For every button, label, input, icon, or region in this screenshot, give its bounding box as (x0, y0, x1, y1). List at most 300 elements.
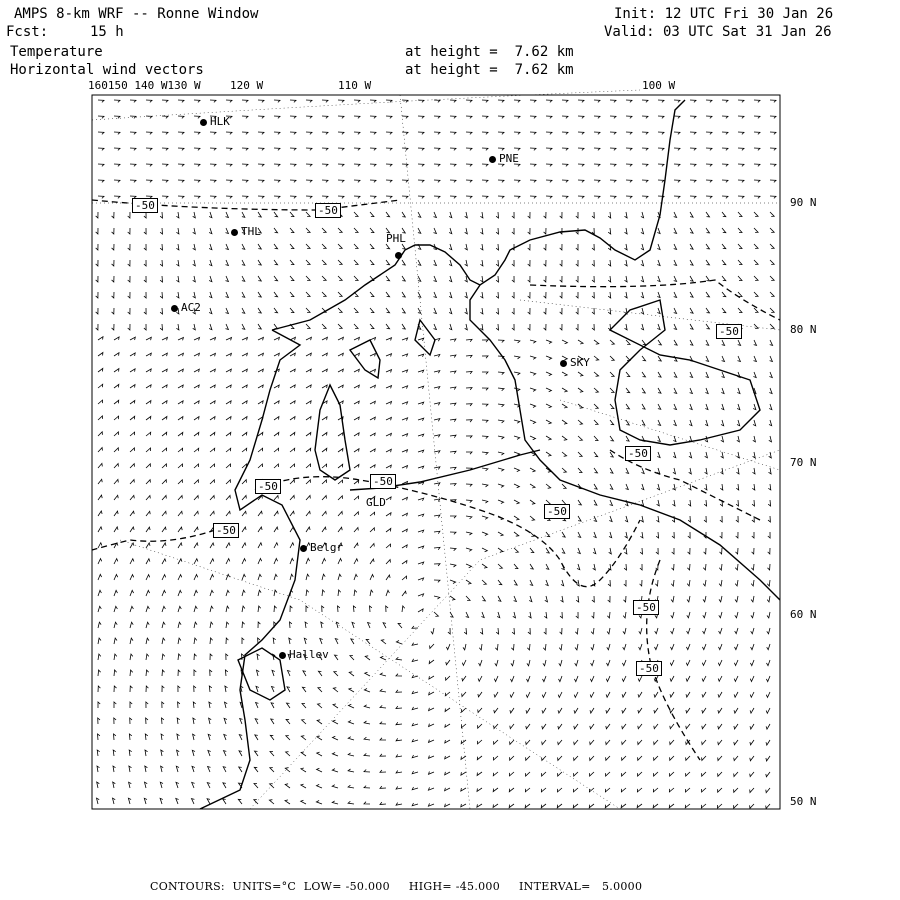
wind-barb (242, 480, 246, 484)
wind-barb (354, 401, 359, 404)
wind-barb (412, 723, 418, 726)
wind-barb (738, 356, 741, 362)
wind-barb (480, 628, 483, 634)
contour-label: -50 (255, 479, 281, 494)
wind-barb (380, 738, 386, 740)
wind-barb (640, 580, 642, 586)
wind-barb (386, 292, 390, 297)
wind-barb (386, 386, 392, 389)
wind-barb (562, 468, 566, 472)
wind-barb (338, 606, 340, 612)
wind-barb (176, 276, 179, 282)
wind-barb (670, 676, 674, 681)
wind-barb (560, 308, 562, 314)
wind-barb (480, 324, 483, 330)
wind-barb (654, 772, 659, 776)
wind-barb (482, 356, 488, 358)
wind-barb (130, 511, 134, 516)
wind-barb (225, 702, 228, 708)
wind-barb (386, 575, 390, 580)
wind-barb (418, 514, 424, 517)
wind-barb (322, 337, 327, 340)
wind-barb (193, 228, 196, 234)
wind-barb (350, 656, 354, 660)
wind-barb (162, 196, 168, 198)
wind-barb (112, 276, 114, 282)
wind-barb (687, 580, 690, 586)
wind-barb (527, 644, 530, 650)
wind-barb (114, 132, 120, 134)
wind-barb (514, 420, 520, 423)
wind-barb (690, 292, 693, 297)
wind-barb (162, 164, 168, 166)
wind-barb (130, 606, 133, 612)
wind-barb (498, 452, 504, 455)
wind-barb (449, 324, 452, 330)
wind-barb (274, 574, 277, 580)
wind-barb (769, 372, 772, 378)
wind-barb (226, 100, 232, 102)
wind-barb (338, 464, 343, 468)
wind-barb (546, 164, 552, 166)
wind-barb (482, 548, 487, 552)
wind-barb (706, 116, 712, 118)
wind-barb (402, 606, 405, 612)
wind-barb (114, 559, 118, 564)
wind-barb (258, 385, 263, 388)
wind-barb (354, 590, 357, 596)
wind-barb (113, 782, 116, 788)
wind-barb (178, 180, 184, 182)
wind-barb (626, 372, 630, 377)
wind-barb (402, 132, 408, 134)
wind-barb (370, 528, 374, 532)
wind-barb (657, 244, 660, 250)
wind-barb (672, 500, 675, 506)
wind-barb (434, 308, 437, 314)
wind-barb (562, 116, 568, 118)
wind-barb (178, 702, 180, 708)
wind-barb (144, 228, 146, 234)
wind-barb (480, 308, 483, 314)
wind-barb (576, 612, 578, 618)
wind-barb (194, 654, 197, 660)
wind-barb (290, 180, 296, 182)
wind-barb (434, 467, 440, 470)
wind-barb (226, 464, 231, 468)
wind-barb (449, 276, 452, 282)
wind-barb (290, 244, 294, 249)
wind-barb (574, 740, 578, 745)
wind-barb (322, 496, 326, 500)
wind-barb (622, 756, 626, 760)
wind-barb (398, 623, 402, 628)
wind-barb (178, 100, 184, 102)
wind-barb (769, 388, 772, 394)
wind-barb (370, 417, 375, 420)
wind-barb (386, 370, 392, 373)
wind-barb (465, 276, 468, 282)
wind-barb (641, 308, 644, 314)
wind-barb (402, 116, 408, 118)
wind-barb (98, 400, 103, 404)
wind-barb (752, 532, 754, 538)
wind-barb (162, 702, 164, 708)
wind-barb (562, 532, 565, 537)
wind-barb (430, 644, 434, 648)
wind-barb (162, 116, 168, 118)
wind-barb (558, 756, 562, 760)
wind-barb (624, 596, 627, 602)
wind-barb (734, 740, 738, 745)
wind-barb (578, 132, 584, 134)
wind-barb (178, 401, 183, 404)
wind-barb (290, 276, 294, 281)
wind-barb (114, 590, 118, 596)
wind-barb (530, 580, 533, 585)
wind-barb (754, 148, 760, 150)
wind-barb (688, 500, 690, 506)
wind-barb (223, 783, 226, 788)
wind-barb (370, 465, 375, 468)
wind-barb (274, 308, 278, 313)
wind-barb (642, 372, 646, 377)
wind-barb (734, 756, 738, 761)
wind-barb (130, 401, 135, 405)
wind-barb (96, 260, 98, 266)
wind-barb (658, 148, 664, 150)
wind-barb (285, 768, 290, 772)
wind-barb (671, 644, 675, 650)
wind-barb (770, 324, 774, 328)
wind-barb (766, 772, 770, 777)
wind-barb (510, 772, 515, 776)
wind-barb (770, 260, 774, 264)
wind-barb (655, 644, 659, 650)
wind-barb (146, 100, 152, 102)
wind-barb (510, 724, 514, 729)
wind-barb (226, 276, 229, 282)
wind-barb (160, 228, 162, 234)
wind-barb (178, 638, 181, 644)
wind-barb (162, 622, 165, 628)
wind-barb (256, 686, 259, 692)
wind-barb (450, 580, 456, 584)
wind-barb (210, 417, 215, 420)
wind-barb (767, 580, 770, 586)
wind-barb (512, 260, 514, 266)
wind-barb (258, 276, 261, 281)
wind-barb (705, 452, 708, 458)
wind-barb (546, 148, 552, 150)
station-phl-marker (395, 248, 405, 261)
wind-barb (525, 804, 530, 808)
wind-barb (641, 324, 644, 330)
wind-barb (210, 180, 216, 182)
wind-barb (466, 100, 472, 102)
wind-barb (418, 386, 424, 389)
wind-barb (386, 606, 388, 612)
wind-barb (592, 260, 594, 266)
wind-barb (178, 622, 181, 628)
wind-barb (274, 543, 278, 548)
wind-barb (514, 500, 519, 504)
wind-barb (146, 575, 150, 580)
wind-barb (418, 418, 424, 421)
wind-barb (592, 228, 594, 234)
wind-barb (338, 337, 343, 340)
wind-barb (192, 750, 195, 756)
wind-barb (592, 596, 594, 602)
wind-barb (498, 484, 504, 487)
wind-barb (446, 676, 450, 680)
wind-barb (113, 750, 116, 756)
wind-barb (386, 148, 392, 150)
wind-barb (498, 580, 502, 585)
wind-barb (706, 308, 710, 313)
wind-barb (738, 340, 741, 345)
wind-barb (354, 433, 359, 436)
wind-barb (338, 480, 343, 484)
wind-barb (348, 769, 354, 772)
wind-barb (769, 452, 772, 458)
wind-barb (258, 543, 262, 548)
wind-barb (462, 708, 467, 712)
wind-barb (335, 639, 338, 644)
wind-barb (608, 212, 611, 218)
wind-barb (670, 756, 674, 760)
wind-barb (450, 564, 456, 567)
wind-barb (722, 228, 726, 233)
wind-barb (160, 798, 163, 804)
wind-barb (626, 420, 629, 425)
wind-barb (370, 354, 375, 357)
wind-barb (429, 724, 434, 727)
wind-barb (258, 401, 263, 404)
wind-barb (130, 180, 136, 182)
wind-barb (641, 292, 644, 298)
wind-barb (176, 324, 179, 330)
wind-barb (286, 752, 290, 756)
wind-barb (338, 196, 344, 198)
wind-barb (544, 308, 546, 314)
wind-barb (354, 449, 359, 452)
wind-barb (706, 148, 712, 150)
wind-barb (210, 638, 213, 644)
wind-barb (738, 292, 742, 297)
wind-barb (370, 338, 376, 341)
wind-barb (558, 708, 562, 713)
wind-barb (338, 324, 342, 328)
wind-barb (353, 606, 356, 612)
wind-barb (130, 718, 132, 724)
wind-barb (770, 340, 773, 345)
wind-barb (322, 244, 326, 248)
wind-barb (162, 180, 168, 182)
wind-barb (738, 244, 742, 249)
wind-barb (688, 516, 690, 522)
wind-barb (306, 337, 311, 340)
wind-barb (370, 606, 372, 612)
wind-barb (226, 401, 231, 404)
wind-barb (606, 772, 610, 776)
wind-barb (738, 196, 744, 198)
wind-barb (354, 574, 357, 580)
wind-barb (194, 638, 197, 644)
wind-barb (322, 180, 328, 182)
wind-barb (641, 516, 644, 522)
wind-barb (338, 433, 343, 436)
wind-barb (354, 228, 358, 233)
wind-barb (542, 756, 546, 760)
wind-barb (226, 338, 232, 341)
wind-barb (194, 496, 198, 500)
wind-barb (685, 804, 690, 808)
wind-barb (770, 228, 774, 232)
wind-barb (754, 212, 758, 216)
wind-barb (242, 622, 245, 628)
wind-barb (546, 196, 552, 198)
wind-barb (465, 324, 468, 330)
wind-barb (306, 180, 312, 182)
wind-barb (511, 644, 514, 650)
wind-barb (370, 385, 375, 388)
wind-barb (274, 401, 279, 404)
wind-barb (270, 768, 274, 772)
wind-barb (770, 100, 776, 102)
wind-barb (194, 132, 200, 134)
wind-barb (526, 724, 530, 729)
wind-barb (544, 612, 547, 618)
wind-barb (445, 788, 450, 791)
wind-barb (530, 340, 536, 343)
wind-barb (224, 718, 227, 724)
wind-barb (639, 644, 642, 650)
wind-barb (560, 276, 562, 282)
wind-barb (738, 260, 742, 265)
wind-barb (258, 196, 264, 198)
wind-barb (690, 196, 696, 198)
wind-barb (610, 196, 616, 198)
wind-barb (527, 676, 531, 682)
wind-barb (750, 740, 754, 745)
wind-barb (114, 148, 120, 150)
wind-barb (162, 590, 166, 596)
wind-barb (626, 196, 632, 198)
wind-barb (226, 432, 231, 436)
wind-barb (674, 148, 680, 150)
wind-barb (752, 516, 754, 522)
wind-barb (494, 692, 498, 697)
wind-barb (338, 244, 342, 248)
wind-barb (210, 196, 216, 198)
wind-barb (210, 132, 216, 134)
wind-barb (722, 100, 728, 102)
wind-barb (97, 782, 100, 788)
wind-barb (498, 436, 504, 439)
wind-barb (316, 801, 322, 805)
wind-barb (386, 528, 391, 532)
wind-barb (770, 132, 776, 134)
wind-barb (322, 385, 327, 388)
wind-barb (526, 772, 531, 776)
wind-barb (287, 687, 290, 692)
wind-barb (529, 612, 532, 618)
wind-barb (434, 292, 437, 298)
wind-barb (466, 596, 470, 601)
wind-barb (226, 511, 230, 516)
wind-barb (290, 116, 296, 118)
wind-barb (145, 766, 148, 772)
wind-barb (674, 276, 677, 281)
wind-barb (97, 766, 100, 772)
wind-barb (301, 768, 306, 772)
wind-barb (160, 324, 162, 330)
wind-barb (702, 676, 706, 681)
contour-label: -50 (716, 324, 742, 339)
wind-barb (576, 308, 578, 314)
wind-barb (738, 116, 744, 118)
wind-barb (767, 660, 771, 666)
wind-barb (769, 468, 772, 474)
wind-barb (719, 580, 722, 586)
wind-barb (722, 276, 726, 281)
station-hlk (200, 115, 230, 128)
wind-barb (98, 606, 101, 612)
wind-barb (592, 244, 594, 250)
wind-barb (594, 516, 597, 521)
wind-barb (396, 674, 402, 676)
wind-barb (626, 404, 630, 409)
wind-barb (98, 495, 102, 500)
wind-barb (96, 308, 98, 314)
wind-barb (160, 308, 162, 314)
wind-barb (418, 338, 424, 341)
wind-barb (689, 452, 692, 458)
wind-barb (322, 276, 326, 280)
wind-barb (258, 324, 261, 329)
wind-barb (754, 196, 760, 198)
wind-barb (226, 448, 231, 452)
wind-barb (768, 484, 771, 490)
wind-barb (364, 721, 370, 724)
wind-barb (510, 692, 514, 697)
wind-barb (193, 212, 196, 218)
wind-barb (224, 734, 227, 740)
wind-barb (706, 228, 710, 233)
wind-barb (98, 527, 102, 532)
wind-barb (290, 417, 295, 420)
wind-barb (258, 448, 263, 452)
wind-barb (706, 292, 710, 297)
wind-barb (493, 772, 498, 776)
wind-barb (530, 116, 536, 118)
wind-barb (686, 676, 690, 681)
wind-barb (434, 371, 440, 374)
wind-barb (752, 548, 754, 554)
wind-barb (130, 416, 135, 420)
wind-barb (498, 596, 501, 601)
wind-barb (290, 448, 295, 452)
wind-barb (449, 308, 452, 314)
wind-barb (162, 132, 168, 134)
wind-barb (738, 180, 744, 182)
wind-barb (642, 132, 648, 134)
lat-label-70n: 70 N (790, 456, 817, 469)
wind-barb (766, 788, 770, 793)
wind-barb (112, 244, 114, 250)
wind-barb (642, 180, 648, 182)
